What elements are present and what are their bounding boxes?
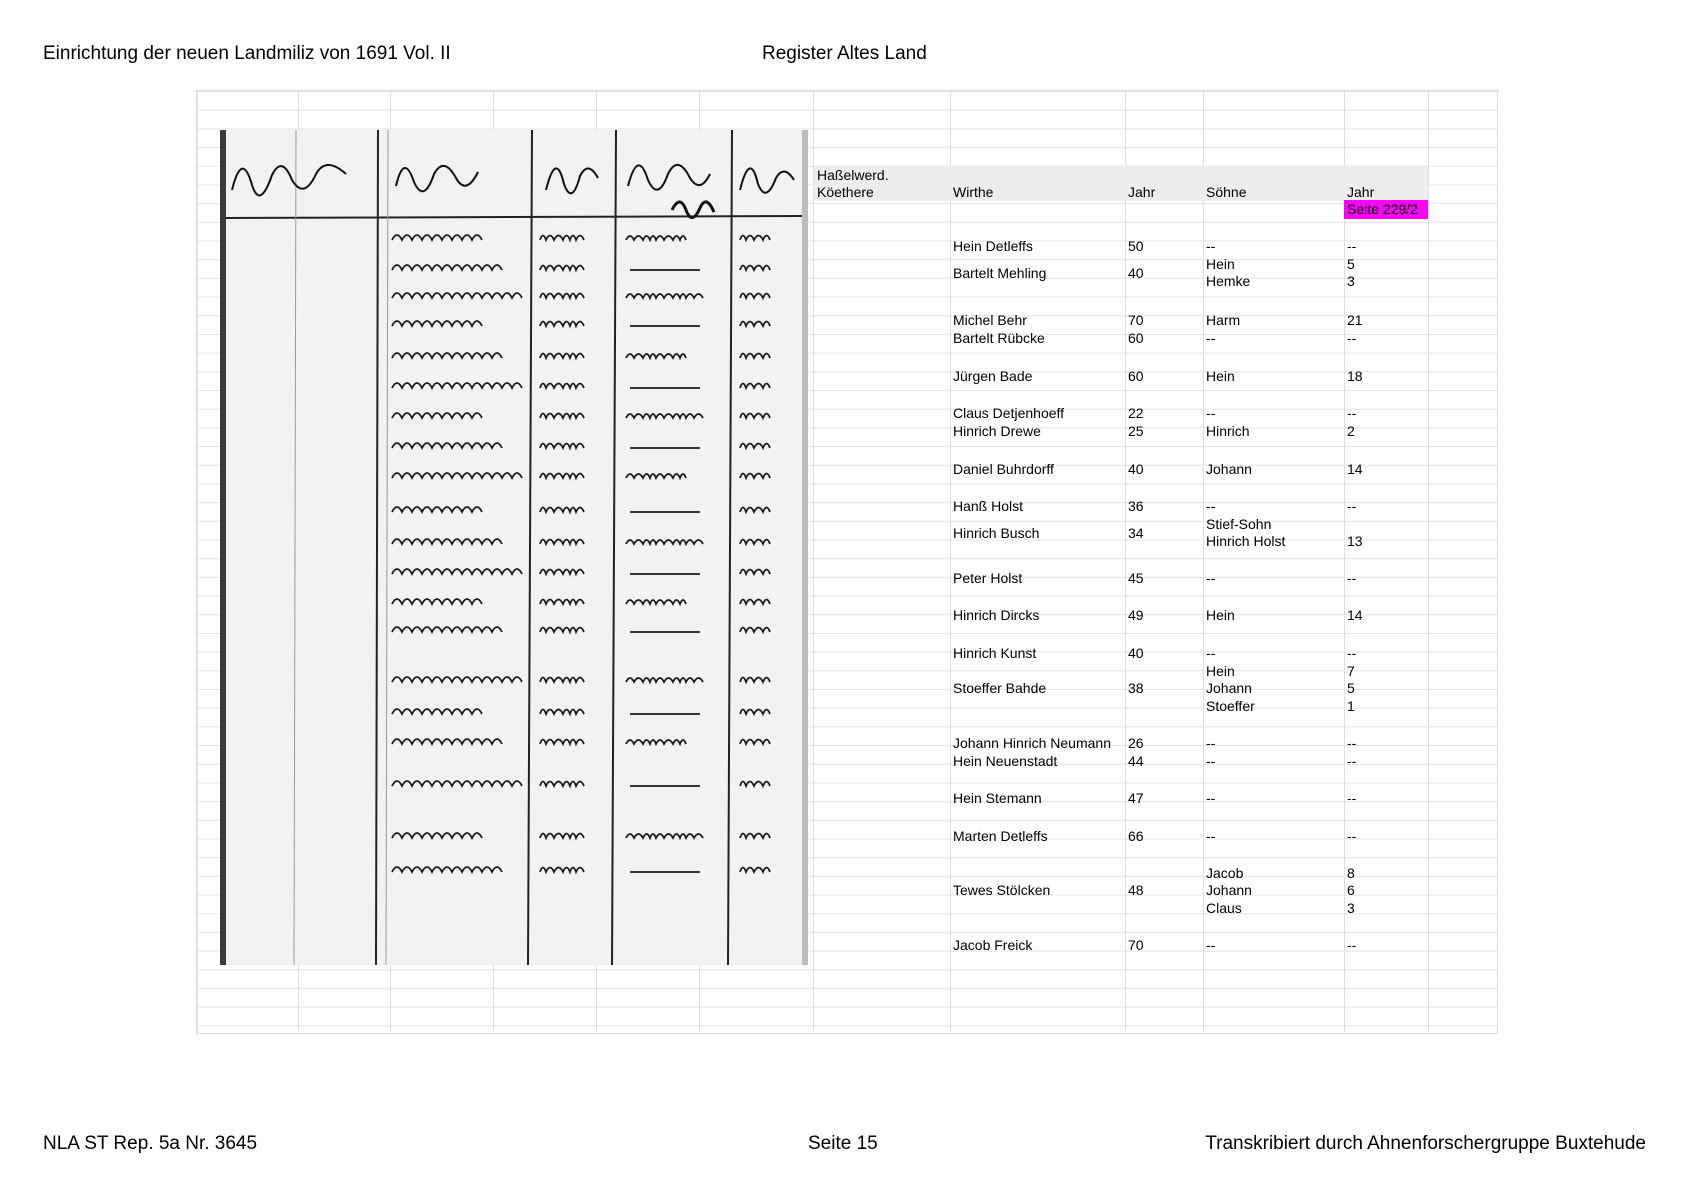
row-age: 40 <box>1128 461 1144 477</box>
row-name: Michel Behr <box>953 312 1027 328</box>
row-son-age: -- <box>1347 405 1357 421</box>
table-header-band <box>814 166 1428 201</box>
row-son-name: -- <box>1206 330 1216 346</box>
row-name: Hinrich Dircks <box>953 607 1040 623</box>
row-son-age: 5 <box>1347 256 1355 272</box>
archive-reference: NLA ST Rep. 5a Nr. 3645 <box>43 1133 258 1154</box>
page-reference-badge: Seite 229/2 <box>1344 200 1428 219</box>
row-age: 60 <box>1128 330 1144 346</box>
row-son-age: 18 <box>1347 368 1363 384</box>
row-name: Hinrich Kunst <box>953 645 1037 661</box>
row-age: 50 <box>1128 238 1144 254</box>
row-son-name: Hein <box>1206 256 1235 272</box>
row-age: 48 <box>1128 882 1144 899</box>
row-son-age: 3 <box>1347 273 1355 290</box>
page-number: Seite 15 <box>808 1133 878 1154</box>
row-name: Daniel Buhrdorff <box>953 461 1054 477</box>
row-age: 40 <box>1128 645 1144 661</box>
row-son-age: 13 <box>1347 533 1363 550</box>
column-header-soehne: Söhne <box>1206 184 1247 200</box>
row-name: Bartelt Rübcke <box>953 330 1045 346</box>
row-name: Hinrich Busch <box>953 524 1040 541</box>
row-age: 36 <box>1128 498 1144 514</box>
row-age: 66 <box>1128 828 1144 844</box>
row-name: Jacob Freick <box>953 937 1033 953</box>
row-name: Marten Detleffs <box>953 828 1048 844</box>
row-son-age: -- <box>1347 790 1357 806</box>
manuscript-scan <box>220 130 808 965</box>
row-age: 40 <box>1128 264 1144 281</box>
row-son-name: -- <box>1206 828 1216 844</box>
row-son-age: 14 <box>1347 607 1363 623</box>
row-son-name: -- <box>1206 753 1216 769</box>
row-son-age: -- <box>1347 238 1357 254</box>
row-age: 70 <box>1128 312 1144 328</box>
row-son-name: -- <box>1206 735 1216 751</box>
manuscript-image <box>220 130 808 965</box>
row-name: Tewes Stölcken <box>953 882 1051 899</box>
row-son-age: 5 <box>1347 680 1355 697</box>
row-age: 26 <box>1128 735 1144 751</box>
register-title: Register Altes Land <box>762 43 927 64</box>
row-age: 70 <box>1128 937 1144 953</box>
row-son-name: Stoeffer <box>1206 697 1255 714</box>
row-son-age: -- <box>1347 753 1357 769</box>
row-age: 25 <box>1128 423 1144 439</box>
row-son-age: 8 <box>1347 865 1355 881</box>
row-age: 45 <box>1128 570 1144 586</box>
row-son-age: -- <box>1347 735 1357 751</box>
row-son-name: -- <box>1206 570 1216 586</box>
row-son-name: Hinrich <box>1206 423 1250 439</box>
row-age: 38 <box>1128 680 1144 697</box>
row-age: 60 <box>1128 368 1144 384</box>
row-son-age: 2 <box>1347 423 1355 439</box>
row-son-name: Hein <box>1206 368 1235 384</box>
document-title: Einrichtung der neuen Landmiliz von 1691 Vol. II <box>43 43 451 64</box>
row-son-name: Stief-Sohn <box>1206 516 1272 532</box>
group-sublabel: Köethere <box>817 184 874 200</box>
row-son-age: -- <box>1347 330 1357 346</box>
row-name: Johann Hinrich Neumann <box>953 735 1111 751</box>
row-age: 44 <box>1128 753 1144 769</box>
row-name: Hein Detleffs <box>953 238 1033 254</box>
row-son-name: Hinrich Holst <box>1206 533 1286 550</box>
row-name: Hinrich Drewe <box>953 423 1041 439</box>
row-son-age: 21 <box>1347 312 1363 328</box>
row-name: Hein Stemann <box>953 790 1042 806</box>
row-son-name: -- <box>1206 405 1216 421</box>
row-son-name: Hein <box>1206 607 1235 623</box>
row-son-age: -- <box>1347 498 1357 514</box>
row-son-name: Hemke <box>1206 273 1251 290</box>
row-age: 47 <box>1128 790 1144 806</box>
row-son-age: -- <box>1347 828 1357 844</box>
row-son-name: Jacob <box>1206 865 1244 881</box>
row-son-name: -- <box>1206 937 1216 953</box>
row-son-age: -- <box>1347 570 1357 586</box>
row-son-name: -- <box>1206 238 1216 254</box>
row-son-name: Hein <box>1206 663 1235 679</box>
column-header-jahr: Jahr <box>1128 184 1156 200</box>
row-son-name: Harm <box>1206 312 1241 328</box>
row-name: Jürgen Bade <box>953 368 1033 384</box>
row-son-name: Claus <box>1206 899 1242 916</box>
row-son-name: -- <box>1206 498 1216 514</box>
row-name: Hein Neuenstadt <box>953 753 1058 769</box>
row-age: 34 <box>1128 524 1144 541</box>
group-label: Haßelwerd. <box>817 167 889 183</box>
row-son-age: 3 <box>1347 899 1355 916</box>
row-son-age: -- <box>1347 645 1357 661</box>
row-name: Hanß Holst <box>953 498 1024 514</box>
row-son-age: -- <box>1347 937 1357 953</box>
row-son-name: -- <box>1206 790 1216 806</box>
row-son-name: -- <box>1206 645 1216 661</box>
row-son-age: 7 <box>1347 663 1355 679</box>
row-son-name: Johann <box>1206 680 1252 697</box>
row-son-age: 1 <box>1347 697 1355 714</box>
row-son-name: Johann <box>1206 882 1252 899</box>
column-header-jahr-sons: Jahr <box>1347 184 1375 200</box>
row-name: Bartelt Mehling <box>953 264 1047 281</box>
row-age: 49 <box>1128 607 1144 623</box>
row-son-age: 14 <box>1347 461 1363 477</box>
row-name: Claus Detjenhoeff <box>953 405 1065 421</box>
transcriber-credit: Transkribiert durch Ahnenforschergruppe Buxtehude <box>1205 1133 1646 1154</box>
column-header-wirthe: Wirthe <box>953 184 994 200</box>
row-son-age: 6 <box>1347 882 1355 899</box>
row-son-name: Johann <box>1206 461 1252 477</box>
row-name: Stoeffer Bahde <box>953 680 1047 697</box>
row-name: Peter Holst <box>953 570 1023 586</box>
row-age: 22 <box>1128 405 1144 421</box>
